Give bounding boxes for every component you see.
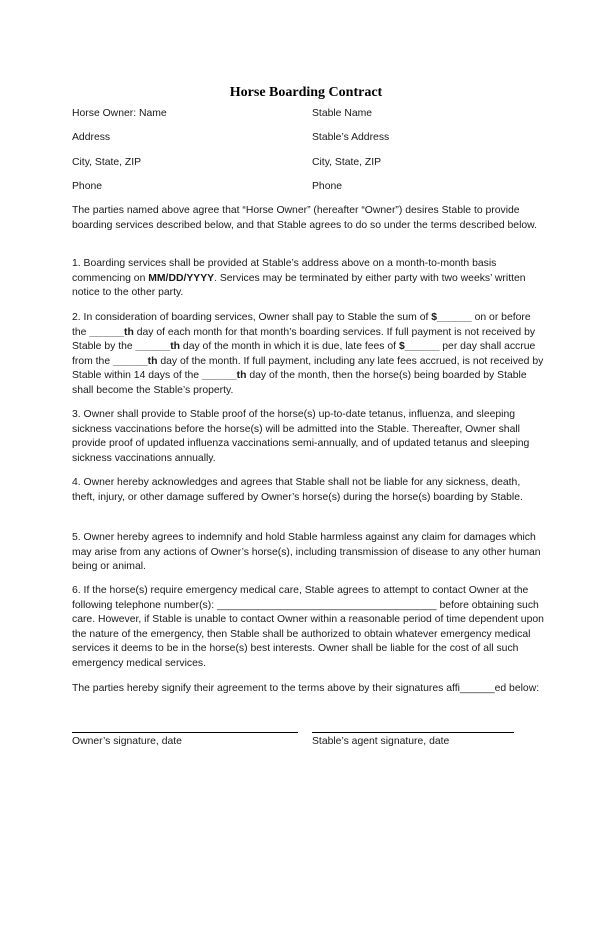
clause-2-text-f: day of the month. If full payment, including any late fees accrued, is not received by Stable within 14 days of the (72, 355, 544, 382)
accrual-day-blank: ______th (113, 355, 158, 367)
clause-3: 3. Owner shall provide to Stable proof of the horse(s) up-to-date tetanus, influenza, and sleeping sickness vaccinations before the horse(s) will be admitted into the Stable. Thereafter, Owner shall provide proof of updated influenza vaccinations semi-annually, and of updated tetanus and sleeping sickness vaccinations annually. (72, 409, 530, 464)
start-date-placeholder: MM/DD/YYYY (148, 272, 215, 284)
grace-day-blank: ______th (135, 341, 181, 353)
clause-2-text-b: on or before the (72, 312, 531, 338)
clause-2-text-a: 2. In consideration of boarding services, Owner shall pay to Stable the sum of (72, 312, 432, 323)
clause-5: 5. Owner hereby agrees to indemnify and hold Stable harmless against any claim for damages which may arise from any actions of Owner’s horse(s), including transmission of disease to any other human being or animal. (72, 532, 541, 573)
document-title: Horse Boarding Contract (229, 85, 383, 100)
owner-signature-line[interactable] (72, 732, 298, 733)
stable-signature-label: Stable’s agent signature, date (312, 736, 450, 747)
clause-2-text-g: day of the month, then the horse(s) being boarded by Stable shall become the Stable’s property. (72, 370, 527, 396)
clause-2-text-d: day of the month in which it is due, late fees of (180, 341, 399, 353)
clause-2-text-e: per day shall accrue from the (72, 341, 536, 367)
closing-paragraph: The parties hereby signify their agreement to the terms above by their signatures affi______ed below: (72, 683, 540, 694)
due-day-blank: ______th (89, 326, 134, 338)
clause-2 (72, 311, 544, 399)
owner-name-label: Horse Owner: Name (72, 108, 167, 119)
forfeit-day-blank: ______th (201, 370, 247, 382)
owner-phone-label: Phone (72, 181, 103, 192)
clause-4: 4. Owner hereby acknowledges and agrees that Stable shall not be liable for any sickness, death, theft, injury, or other damage suffered by Owner’s horse(s) during the horse(s) boarding by Stable. (72, 477, 523, 503)
clause-1 (72, 257, 544, 301)
stable-address-label: Stable’s Address (312, 132, 390, 143)
owner-city-label: City, State, ZIP (72, 157, 142, 168)
stable-phone-label: Phone (312, 181, 343, 192)
clause-2-text-c: day of each month for that month’s boarding services. If full payment is not received by Stable by the (72, 326, 536, 353)
owner-signature-label: Owner’s signature, date (72, 736, 182, 747)
late-fee-blank: $______ (398, 341, 440, 353)
owner-address-label: Address (72, 132, 111, 143)
clause-1-text-a: 1. Boarding services shall be provided at Stable’s address above on a month-to-month basis commencing on (72, 258, 497, 284)
stable-name-label: Stable Name (312, 108, 373, 119)
payment-amount-blank: $______ (431, 312, 472, 323)
stable-signature-line[interactable] (312, 732, 514, 733)
clause-1-text-b: . Services may be terminated by either party with two weeks’ written notice to the other party. (72, 272, 526, 299)
clause-6: 6. If the horse(s) require emergency medical care, Stable agrees to attempt to contact Owner at the following telephone number(s): ______________________________________ before obtaining such care. However, if Stable is unable to contact Owner within a reasonable period of time dependent upon the nature of the emergency, then Stable shall be authorized to obtain whatever emergency medical services it deems to be in the horse(s) best interests. Owner shall be liable for the cost of all such emergency medical services. (72, 585, 544, 669)
intro-paragraph: The parties named above agree that “Horse Owner” (hereafter “Owner”) desires Stable to provide boarding services described below, and that Stable agrees to do so under the terms described below. (72, 205, 537, 231)
stable-city-label: City, State, ZIP (312, 157, 382, 168)
